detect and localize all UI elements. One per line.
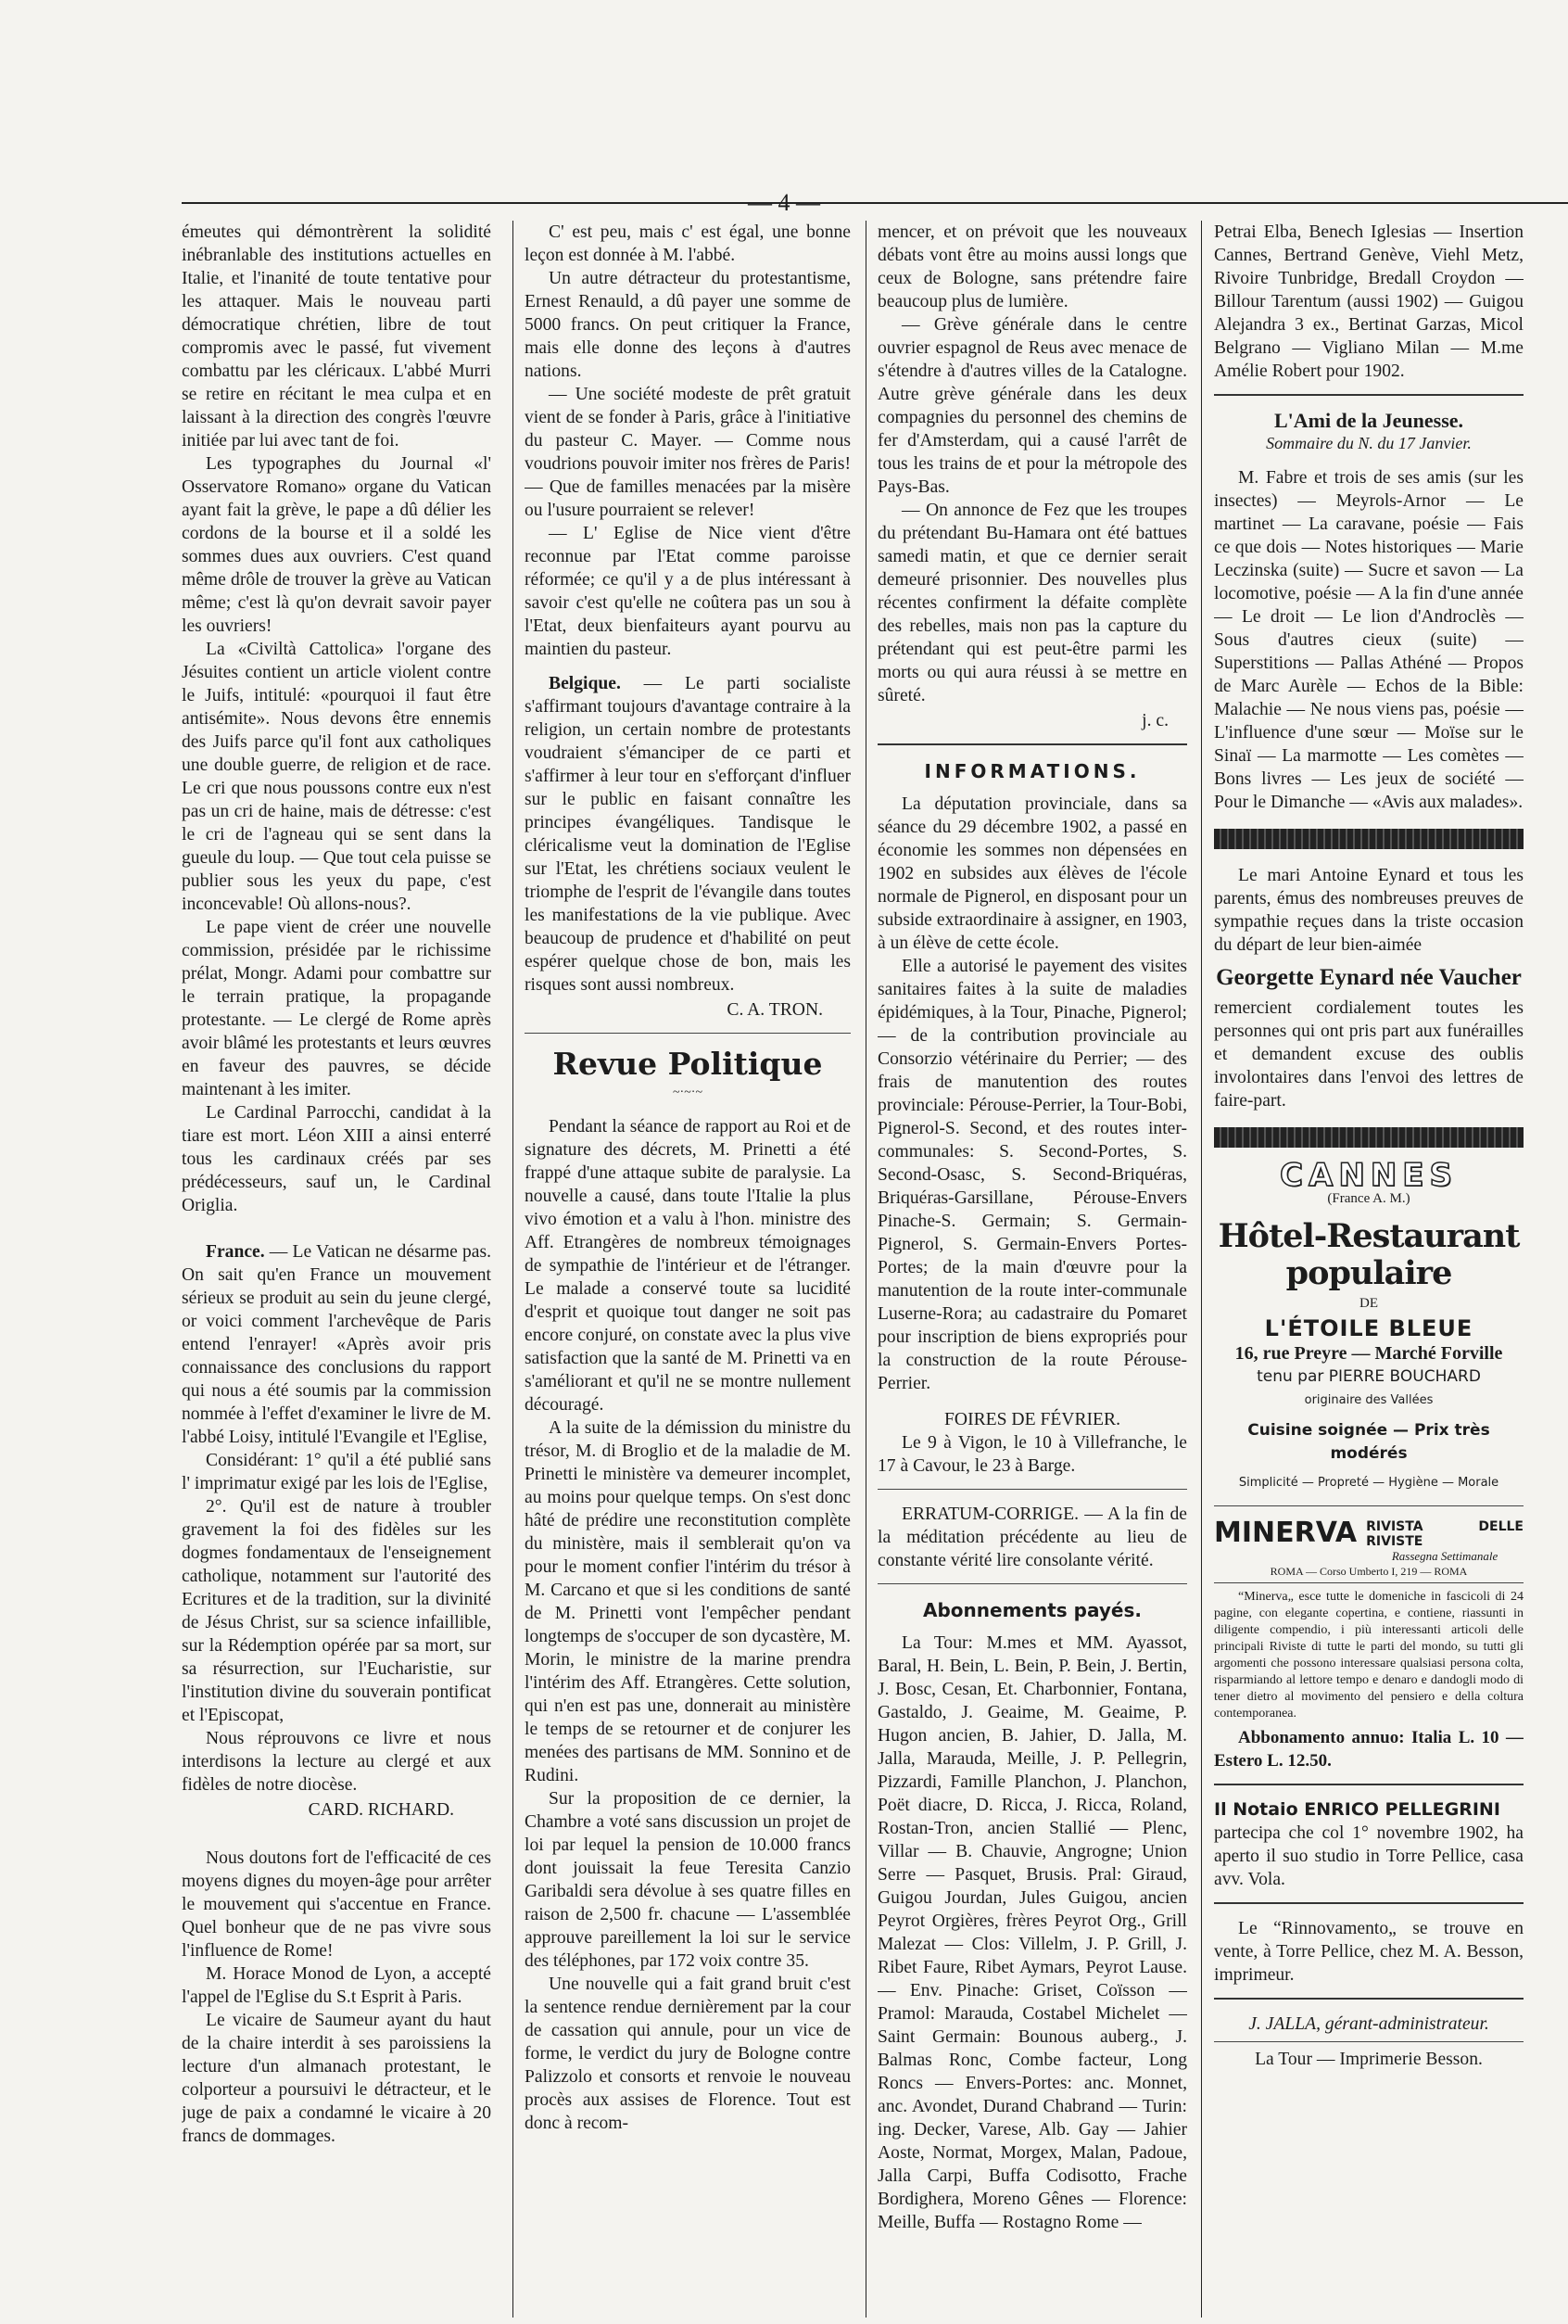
divider bbox=[878, 1583, 1187, 1584]
erratum: ERRATUM-CORRIGE. — A la fin de la méditation précédente au lieu de constante vérité lire consolante vérité. bbox=[878, 1505, 1187, 1570]
column-2 bbox=[525, 221, 851, 2318]
paragraph: Le Cardinal Parrocchi, candidat à la tiare est mort. Léon XIII a ainsi enterré tous les cardinaux créés par ses prédécesseurs, sauf un, le Cardinal Origlia. bbox=[182, 1103, 491, 1215]
ad-address: 16, rue Preyre — Marché Forville bbox=[1234, 1343, 1503, 1364]
ad-hotel-title: Hôtel-Restaurant populaire bbox=[1218, 1217, 1520, 1292]
paragraph: Elle a autorisé le payement des visites sanitaires faites à la suite de maladies épidémiques, à la Tour, Pinache, Pignerol; — de la contribution provinciale au Consorzio vétérinaire du Perrier; — des frais de manutention des routes provinciale: Pérouse-Perrier, la Tour-Bobi, Pignerol-S. Second, et des routes inter-communales: S. Second-Portes, S. Second-Osasc, S. Second-Briquéras, Briquéras-Garsillane, Pérouse-Envers Pinache-S. Germain; S. Germain-Pignerol, S. Germain-Envers Portes-Portes; de la main d'œuvre pour la manutention de la route inter-communale Luserne-Rora; au cadastraire du Pomaret pour inscription de biens expropriés pour la construction de la route Pérouse-Perrier. bbox=[878, 957, 1187, 1393]
ad-cuisine: Cuisine soignée — Prix très modérés bbox=[1247, 1421, 1490, 1463]
paragraph: Petrai Elba, Benech Iglesias — Insertion Cannes, Bertrand Genève, Viehl Metz, Rivoire Tunbridge, Bredall Croydon — Billour Tarentum (aussi 1902) — Guigou Alejandra 3 ex., Bertinat Garzas, Micol Belgrano — Vigliano Milan — M.me Amélie Robert pour 1902. bbox=[1214, 222, 1524, 381]
sommaire-line: Sommaire du N. du 17 Janvier. bbox=[1266, 434, 1472, 452]
paragraph: Considérant: 1° qu'il a été publié sans l' imprimatur exigé par les lois de l'Eglise, bbox=[182, 1451, 491, 1493]
divider bbox=[1214, 1998, 1524, 2000]
paragraph-france bbox=[182, 1240, 491, 1449]
ad-minerva-subscription: Abbonamento annuo: Italia L. 10 — Estero L. 12.50. bbox=[1214, 1728, 1524, 1771]
paragraph: C' est peu, mais c' est égal, une bonne leçon est donnée à M. l'abbé. bbox=[525, 222, 851, 265]
ad-minerva-subtitle: RIVISTA DELLE RIVISTE bbox=[1366, 1519, 1524, 1549]
ad-etoile-title: L'ÉTOILE BLEUE bbox=[1264, 1315, 1473, 1341]
deceased-name: Georgette Eynard née Vaucher bbox=[1216, 965, 1522, 990]
column-divider-1 bbox=[512, 221, 513, 2318]
paragraph: La «Civiltà Cattolica» l'organe des Jésuites contient un article violent contre le Juifs, intitulé: «pourquoi il faut être antisémite». Nous devons être ennemis des Juifs parce qu'il font aux catholiques une double guerre, de religion et de race. Le cri que nous poussons contre eux n'est pas un cri de haine, mais de détresse: c'est le cri de l'agneau qui se sent dans la gueule du loup. — Que tout cela puisse se publier sous les yeux du pape, c'est inconcevable! Où allons-nous?. bbox=[182, 640, 491, 914]
divider bbox=[525, 1033, 851, 1034]
section-heading-belgique: Belgique. bbox=[549, 674, 621, 693]
paragraph: mencer, et on prévoit que les nouveaux débats vont être au moins aussi longs que ceux de Bologne, sans prétendre faire beaucoup plus de lumière. bbox=[878, 222, 1187, 311]
column-divider-3 bbox=[1201, 221, 1202, 2318]
ad-minerva-title: MINERVA bbox=[1214, 1517, 1358, 1549]
paragraph: Le mari Antoine Eynard et tous les parents, émus des nombreuses preuves de sympathie reçues dans la triste occasion du départ de leur bien-aimée bbox=[1214, 866, 1524, 955]
ad-owner: tenu par PIERRE BOUCHARD bbox=[1257, 1367, 1481, 1386]
ad-de: DE bbox=[1359, 1296, 1378, 1311]
paragraph-text: — Le Vatican ne désarme pas. On sait qu'en France un mouvement sérieux se produit au sein du jeune clergé, or voici comment l'archevêque de Paris entend l'enrayer! «Après avoir pris connaissance des conclusions du rapport qui nous a été soumis par la commission nommée à l'effet d'examiner le livre de M. l'abbé Loisy, intitulé l'Evangile et l'Eglise, bbox=[182, 1242, 491, 1447]
paragraph: M. Horace Monod de Lyon, a accepté l'appel de l'Eglise du S.t Esprit à Paris. bbox=[182, 1964, 491, 2007]
decorative-bar bbox=[1214, 1127, 1524, 1148]
page-number: — 4 — bbox=[748, 189, 820, 216]
paragraph: Les typographes du Journal «l' Osservatore Romano» organe du Vatican ayant fait la grève, le pape a dû délier les cordons de la bourse et il a soldé les sommes dues aux ouvriers. C'est quand même drôle de trouver la grève au Vatican même; c'est là qu'on devrait savoir payer les ouvriers! bbox=[182, 454, 491, 636]
divider bbox=[878, 1489, 1187, 1490]
section-title-ami: L'Ami de la Jeunesse. bbox=[1273, 409, 1464, 432]
ad-minerva-header bbox=[1214, 1519, 1524, 1564]
paragraph: Nous réprouvons ce livre et nous interdisons la lecture au clergé et aux fidèles de notre diocèse. bbox=[182, 1729, 491, 1795]
paragraph: Sur la proposition de ce dernier, la Chambre a voté sans discussion un projet de loi par lequel la pension de 10.000 francs dont jouissait la feue Teresita Canzio Garibaldi sera dévolue à ses quatre filles en raison de 2,500 fr. chacune — L'assemblée approuve pareillement la loi sur le service des téléphones, par 172 voix contre 35. bbox=[525, 1789, 851, 1971]
section-title-abonnements: Abonnements payés. bbox=[923, 1599, 1142, 1621]
paragraph: A la suite de la démission du ministre du trésor, M. di Broglio et de la maladie de M. Prinetti le ministère va demeurer incomplet, au moins pour quelque temps. On s'est donc hâté de prédire une reconstitution complète du ministère, mais il semblerait qu'on va pour le moment confier l'intérim du trésor à M. Carcano et que si les conditions de santé de M. Prinetti vont l'empêcher pendant longtemps de s'occuper de son dycastère, M. Morin, le ministre de la marine prendra l'intérim des Aff. Etrangères. Cette solution, qui n'en est pas une, donnerait au ministère le temps de se retourner et de conjurer les menées des partisans de MM. Sonnino et de Rudini. bbox=[525, 1418, 851, 1785]
ad-origin: originaire des Vallées bbox=[1304, 1393, 1434, 1407]
paragraph: M. Fabre et trois de ses amis (sur les insectes) — Meyrols-Arnor — Le martinet — La caravane, poésie — Fais ce que dois — Notes historiques — Marie Leczinska (suite) — Sucre et savon — La locomotive, poésie — A la fin d'une année — Le droit — Le lion d'Androclès — Sous d'autres cieux (suite) — Superstitions — Pallas Athéné — Propos de Marc Aurèle — Echos de la Bible: Malachie — Ne nous viens pas, poésie — L'influence d'une sœur — Moïse sur le Sinaï — La marmotte — Les comètes — Bons livres — Les jeux de société — Pour le Dimanche — «Avis aux malades». bbox=[1214, 468, 1524, 812]
ad-cannes-title: CANNES bbox=[1280, 1157, 1458, 1194]
divider bbox=[1214, 1902, 1524, 1904]
ad-cannes-sub: (France A. M.) bbox=[1327, 1191, 1410, 1206]
ad-minerva-tagline: Rassegna Settimanale bbox=[1391, 1549, 1498, 1563]
foires-title: FOIRES DE FÉVRIER. bbox=[944, 1410, 1120, 1429]
paragraph: 2°. Qu'il est de nature à troubler gravement la foi des fidèles sur les dogmes fondamentaux de l'enseignement catholique, notamment sur l'autorité des Ecritures et de la tradition, sur la divinité de Jésus Christ, sur sa science infaillible, sur la Rédemption opérée par sa mort, sur sa résurrection, sur l'Eucharistie, sur l'institution divine du souverain pontificat et l'Episcopat, bbox=[182, 1497, 491, 1725]
paragraph: — On annonce de Fez que les troupes du prétendant Bu-Hamara ont été battues samedi matin, et que ce dernier serait demeuré prisonnier. Des nouvelles plus récentes confirment la défaite complète des rebelles, mais non pas la capture du prétendant qui est peut-être parmi les morts ou qui aura réussi à se mettre en sûreté. bbox=[878, 501, 1187, 705]
ad-notaio-title: Il Notaio ENRICO PELLEGRINI bbox=[1214, 1799, 1500, 1820]
paragraph: — L' Eglise de Nice vient d'être reconnue par l'Etat comme paroisse réformée; ce qu'il y a de plus intéressant à savoir c'est qu'elle ne coûtera pas un sou à l'Etat, deux bienfaiteurs ayant pourvu au maintien du pasteur. bbox=[525, 524, 851, 659]
signature: CARD. RICHARD. bbox=[308, 1800, 454, 1820]
paragraph: Nous doutons fort de l'efficacité de ces moyens dignes du moyen-âge pour arrêter le mouvement qui s'accentue en France. Quel bonheur que de ne pas vivre sous l'influence de Rome! bbox=[182, 1848, 491, 1961]
paragraph: La députation provinciale, dans sa séance du 29 décembre 1902, a passé en économie les sommes non dépensées en 1902 en subsides aux élèves de l'école normale de Pignerol, en disposant pour un subside extraordinaire à assigner, en 1903, à un élève de cette école. bbox=[878, 794, 1187, 953]
signature: j. c. bbox=[1142, 711, 1169, 730]
column-4 bbox=[1214, 221, 1524, 2318]
paragraph-text: — Le parti socialiste s'affirmant toujours d'avantage contraire à la religion, un certain nombre de protestants voudraient s'émanciper de ce parti et s'affirmer à leur tour en s'efforçant d'influer sur le public en faisant connaître les principes évangéliques. Tandisque le cléricalisme veut la domination de l'Eglise sur l'Etat, les chrétiens sociaux veulent le triomphe de l'esprit de l'évangile dans toutes les manifestations de la vie publique. Avec beaucoup de prudence et d'habilité on peut espérer quelque chose de bon, mais les risques sont aussi nombreux. bbox=[525, 674, 851, 995]
divider bbox=[878, 743, 1187, 745]
decorative-bar bbox=[1214, 829, 1524, 849]
divider bbox=[1214, 1505, 1524, 1506]
signature: C. A. TRON. bbox=[727, 1000, 823, 1020]
paragraph: Un autre détracteur du protestantisme, Ernest Renauld, a dû payer une somme de 5000 francs. On peut critiquer la France, mais elle donne des leçons à d'autres nations. bbox=[525, 269, 851, 381]
paragraph: Le pape vient de créer une nouvelle commission, présidée par le richissime prélat, Mongr. Adami pour combattre sur le terrain pratique, la propagande protestante. — Le clergé de Rome après avoir blâmé les protestants et leurs œuvres en faveur des pauvres, se décide maintenant à les imiter. bbox=[182, 918, 491, 1099]
paragraph: Le vicaire de Saumeur ayant du haut de la chaire interdit à ses paroissiens la lecture d'un almanach protestant, le colporteur a poursuivi le détracteur, et le juge de paix a condamné le vicaire à 20 francs de dommages. bbox=[182, 2011, 491, 2146]
column-1 bbox=[182, 221, 491, 2318]
divider bbox=[1214, 394, 1524, 396]
paragraph: Le 9 à Vigon, le 10 à Villefranche, le 17 à Cavour, le 23 à Barge. bbox=[878, 1433, 1187, 1476]
ad-slogan: Simplicité — Propreté — Hygiène — Morale bbox=[1238, 1476, 1499, 1490]
paragraph-belgique bbox=[525, 672, 851, 997]
ornament: ~·~·~ bbox=[672, 1086, 703, 1099]
section-title-informations: INFORMATIONS. bbox=[924, 760, 1141, 782]
ad-rinnovamento: Le “Rinnovamento„ se trouve en vente, à Torre Pellice, chez M. A. Besson, imprimeur. bbox=[1214, 1919, 1524, 1985]
column-3 bbox=[878, 221, 1187, 2318]
section-heading-france: France. bbox=[206, 1242, 265, 1262]
divider bbox=[1214, 1784, 1524, 1785]
ad-minerva-address: ROMA — Corso Umberto I, 219 — ROMA bbox=[1270, 1565, 1468, 1578]
paragraph: Pendant la séance de rapport au Roi et de signature des décrets, M. Prinetti a été frappé d'une attaque subite de paralysie. La nouvelle a causé, dans toute l'Italie la plus vivo émotion et a valu à l'hon. ministre des Aff. Etrangères de nombreux témoignages de sympathie de l'intérieur et de l'étranger. Le malade a conservé toute sa lucidité d'esprit et quoique tout danger ne soit pas encore conjuré, on constate avec la plus vive satisfaction que la santé de M. Prinetti va en s'améliorant et qu'il ne se montre nullement découragé. bbox=[525, 1117, 851, 1415]
paragraph: — Grève générale dans le centre ouvrier espagnol de Reus avec menace de s'étendre à d'autres villes de la Catalogne. Autre grève générale dans les deux compagnies du personnel des chemins de fer d'Amsterdam, qui a causé l'arrêt de tous les trains de et pour la métropole des Pays-Bas. bbox=[878, 315, 1187, 497]
paragraph: émeutes qui démontrèrent la solidité inébranlable des institutions actuelles en Italie, et l'inanité de toute tentative pour les attaquer. Mais le nouveau parti démocratique chrétien, libre de tout compromis avec le passé, fut vivement combattu par les cléricaux. L'abbé Murri se retire en récitant le mea culpa et en laissant à la direction des congrès l'œuvre initiée par lui avec tant de foi. bbox=[182, 222, 491, 451]
imprimerie-line: La Tour — Imprimerie Besson. bbox=[1255, 2050, 1483, 2069]
paragraph: — Une société modeste de prêt gratuit vient de se fonder à Paris, grâce à l'initiative du pasteur C. Mayer. — Comme nous voudrions pouvoir imiter nos frères de Paris! — Que de familles menacées par la misère ou l'usure pourraient se relever! bbox=[525, 385, 851, 520]
ad-notaio-text: partecipa che col 1° novembre 1902, ha aperto il suo studio in Torre Pellice, casa avv. Vola. bbox=[1214, 1823, 1524, 1889]
ad-minerva-text: “Minerva„ esce tutte le domeniche in fascicoli di 24 pagine, con elegante copertina, e contiene, riassunti in diligente compendio, i più interessanti articoli delle principali Riviste di tutte le parti del mondo, su tutti gli argomenti che possono interessare qualsiasi persona colta, risparmiando al lettore tempo e denaro e dandogli modo di tener dietro al movimento del pensiero e della coltura contemporanea. bbox=[1214, 1590, 1524, 1721]
paragraph: remercient cordialement toutes les personnes qui ont pris part aux funérailles et demandent excuse des oublis involontaires dans l'envoi des lettres de faire-part. bbox=[1214, 998, 1524, 1111]
paragraph: La Tour: M.mes et MM. Ayassot, Baral, H. Bein, L. Bein, P. Bein, J. Bertin, J. Bosc, Cesan, Et. Charbonnier, Fontana, Gastaldo, J. Geaime, M. Geaime, P. Hugon ancien, B. Jahier, D. Jalla, M. Jalla, Marauda, Meille, J. P. Pellegrin, Pizzardi, Famille Planchon, J. Planchon, Poët diacre, D. Ricca, J. Ricca, Roland, Rostan-Tron, ancien Stallié — Plenc, Villar — B. Chauvie, Angrogne; Union Serre — Pasquet, Brusis. Pral: Giraud, Guigou Jourdan, Jules Guigou, ancien Peyrot Orgières, frères Peyrot Org., Grill Malezat — Clos: Villelm, J. P. Grill, J. Ribet Faure, Ribet Aymars, Peyrot Lause. — Env. Pinache: Griset, Coïsson — Pramol: Marauda, Costabel Michelet — Saint Germain: Bounous auberg., J. Balmas Ronc, Combe facteur, Long Roncs — Envers-Portes: anc. Monnet, anc. Avondet, Durand Chabrand — Turin: ing. Decker, Varese, Alb. Gay — Jahier Aoste, Normat, Morgex, Malan, Padoue, Jalla Carpi, Buffa Codisotto, Frache Bordighera, Moreno Gênes — Florence: Meille, Buffa — Rostagno Rome — bbox=[878, 1633, 1187, 2232]
gerant-line: J. JALLA, gérant-administrateur. bbox=[1248, 2014, 1489, 2034]
paragraph: Une nouvelle qui a fait grand bruit c'est la sentence rendue dernièrement par la cour de cassation qui annule, pour un vice de forme, le verdict du jury de Bologne contre Palizzolo et consorts et renvoie le nouveau procès aux assises de Florence. Tout est donc à recom- bbox=[525, 1975, 851, 2133]
section-title-revue-politique: Revue Politique bbox=[552, 1046, 823, 1082]
